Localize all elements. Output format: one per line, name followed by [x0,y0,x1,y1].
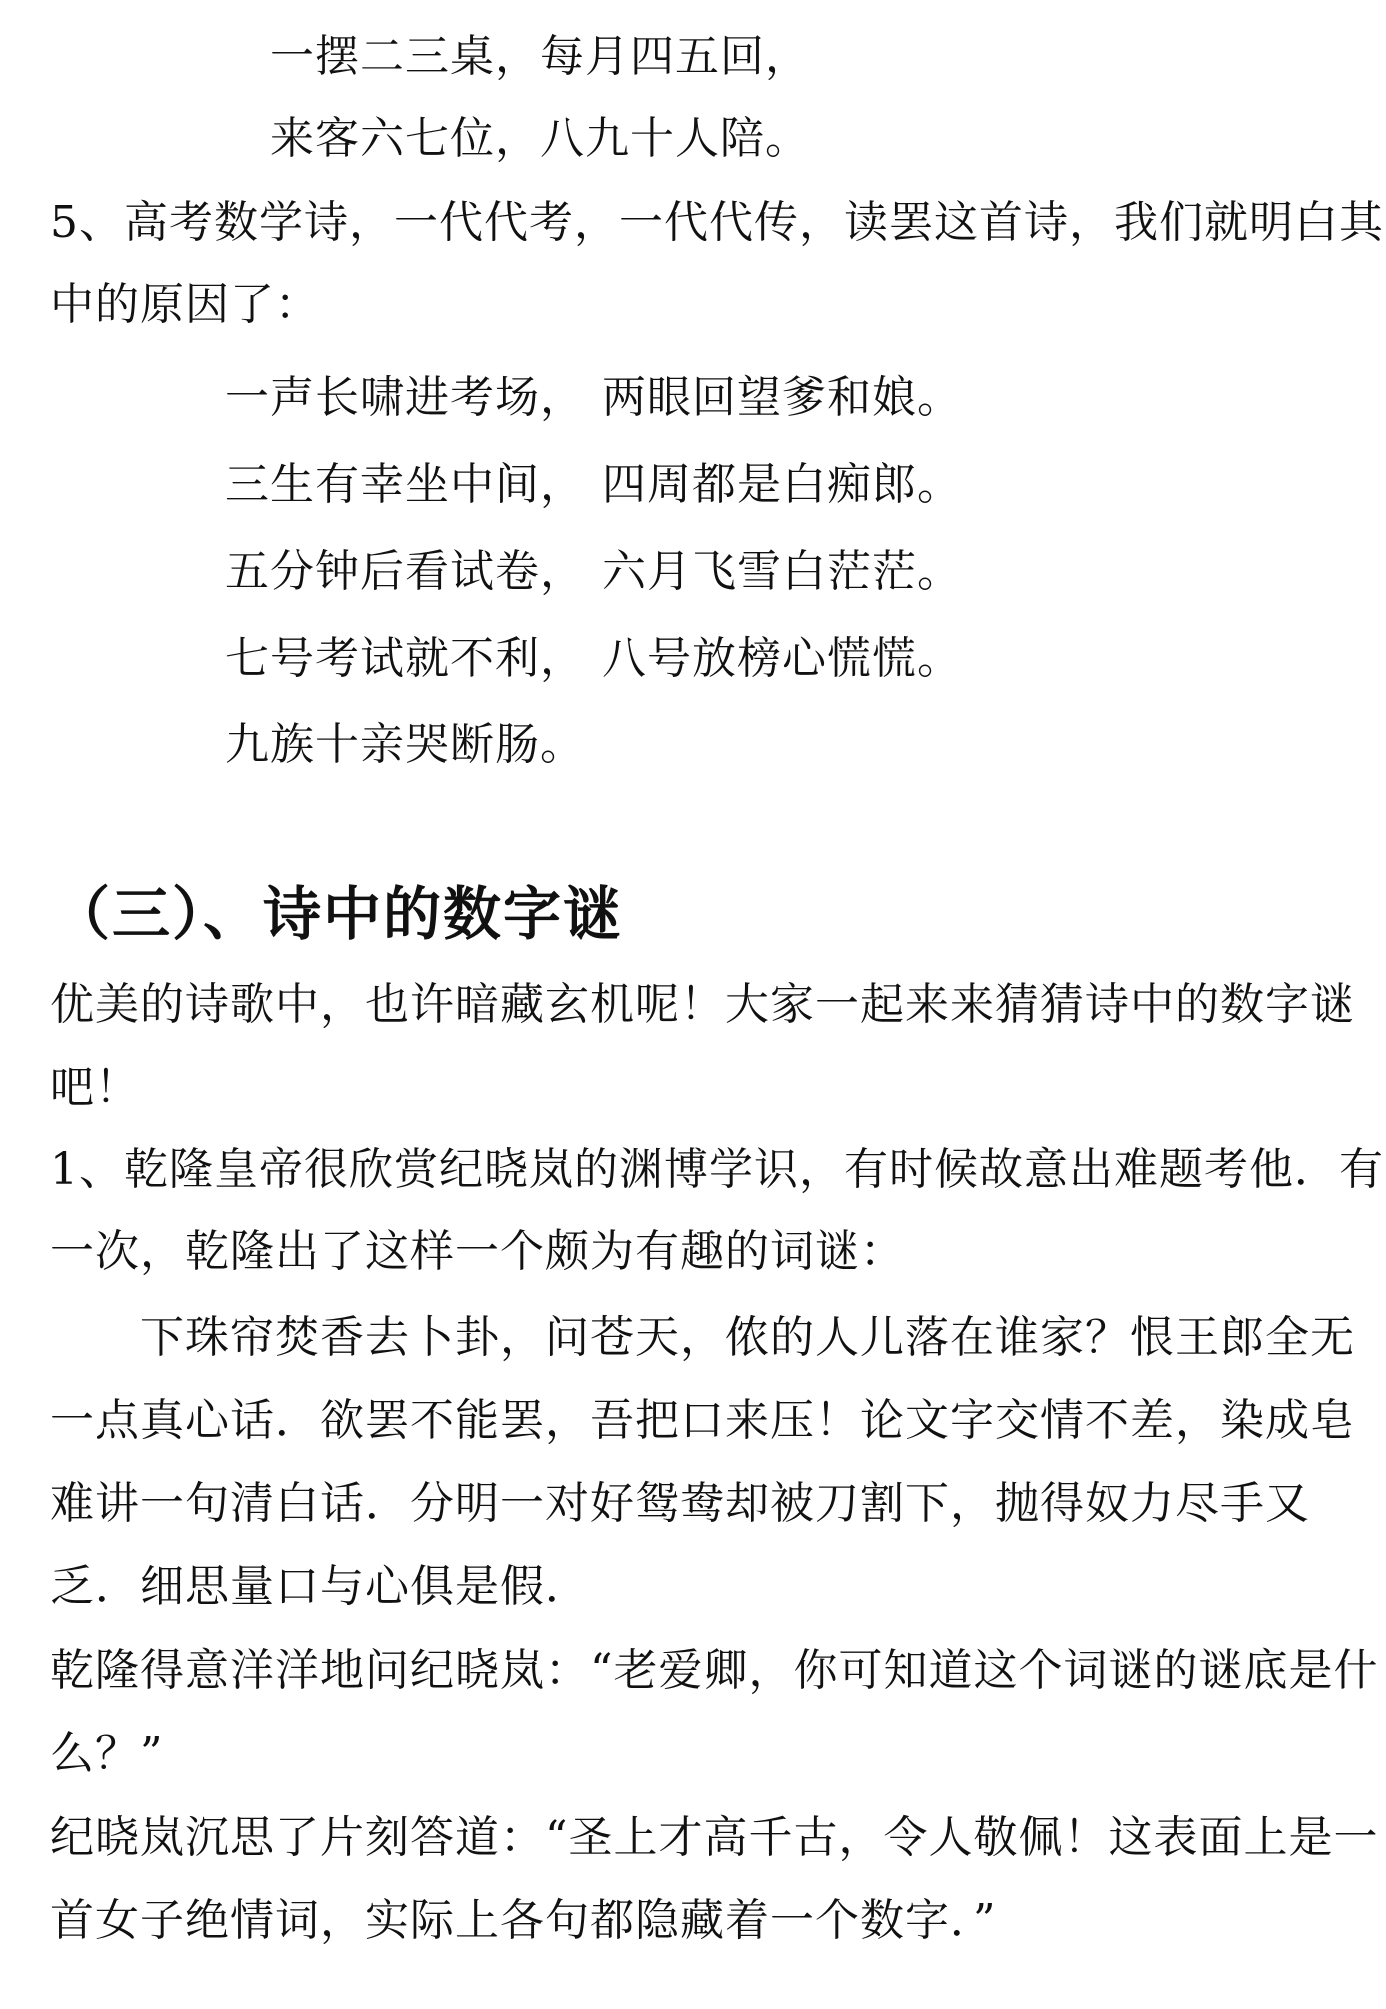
poem-first-half: 一声长啸进考场， [225,372,585,423]
verse-line: 来客六七位，八九十人陪。 [270,113,810,164]
riddle-line: 一点真心话．欲罢不能罢，吾把口来压！论文字交情不差，染成皂 [50,1395,1355,1446]
paragraph-line: 一次，乾隆出了这样一个颇为有趣的词谜： [50,1226,905,1277]
dialogue-line: 乾隆得意洋洋地问纪晓岚：“老爱卿，你可知道这个词谜的谜底是什 [50,1645,1379,1696]
riddle-line: 乏．细思量口与心俱是假． [50,1561,590,1612]
paragraph-line: 5、高考数学诗，一代代考，一代代传，读罢这首诗，我们就明白其 [50,197,1384,248]
paragraph-line: 中的原因了： [50,279,320,330]
poem-first-half: 九族十亲哭断肠。 [225,719,585,770]
poem-second-half: 两眼回望爹和娘。 [602,372,962,423]
paragraph-line: 吧！ [50,1062,140,1113]
riddle-line: 下珠帘焚香去卜卦，问苍天，侬的人儿落在谁家？恨王郎全无 [50,1312,1355,1363]
poem-second-half: 六月飞雪白茫茫。 [602,546,962,597]
poem-second-half: 八号放榜心慌慌。 [602,633,962,684]
poem-second-half: 四周都是白痴郎。 [602,459,962,510]
paragraph-line: 1、乾隆皇帝很欣赏纪晓岚的渊博学识，有时候故意出难题考他．有 [50,1144,1384,1195]
dialogue-line: 么？” [50,1728,164,1779]
paragraph-line: 优美的诗歌中，也许暗藏玄机呢！大家一起来来猜猜诗中的数字谜 [50,979,1355,1030]
dialogue-line: 首女子绝情词，实际上各句都隐藏着一个数字．” [50,1895,997,1946]
poem-first-half: 五分钟后看试卷， [225,546,585,597]
poem-first-half: 三生有幸坐中间， [225,459,585,510]
poem-first-half: 七号考试就不利， [225,633,585,684]
section-heading: （三）、诗中的数字谜 [52,880,624,948]
dialogue-line: 纪晓岚沉思了片刻答道：“圣上才高千古，令人敬佩！这表面上是一 [50,1812,1379,1863]
riddle-line: 难讲一句清白话．分明一对好鸳鸯却被刀割下，抛得奴力尽手又 [50,1478,1310,1529]
verse-line: 一摆二三桌，每月四五回， [270,31,810,82]
